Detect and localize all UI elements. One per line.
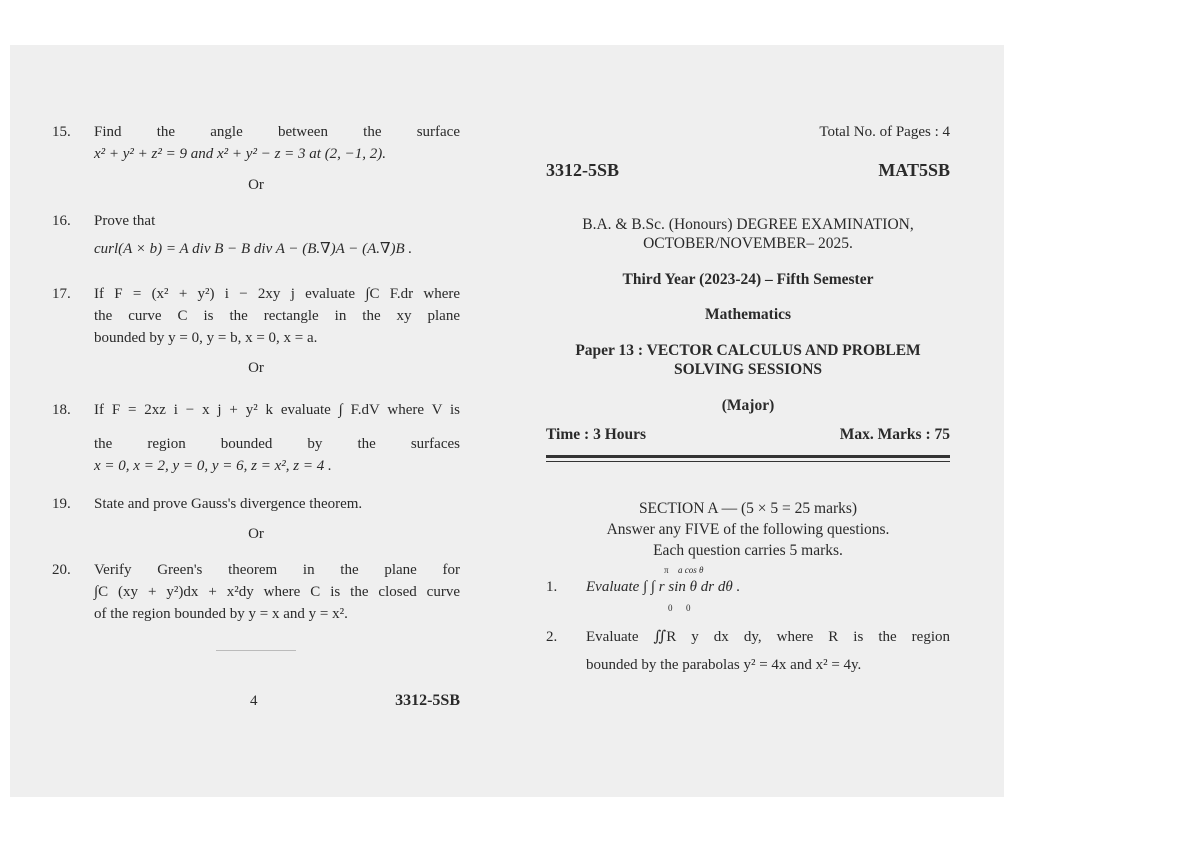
question-text-line3: bounded by y = 0, y = b, x = 0, x = a. [94,330,318,346]
integral-lower-limit-inner: 0 [686,603,691,613]
exam-title-line1: B.A. & B.Sc. (Honours) DEGREE EXAMINATION, [582,216,914,233]
question-text-line1: Verify Green's theorem in the plane for [94,562,460,578]
footer-paper-code: 3312-5SB [395,692,460,709]
header-double-rule-thin [546,461,950,462]
section-instruction-2: Each question carries 5 marks. [653,542,843,559]
integral-upper-limit-outer: π [664,565,669,575]
question-text-line2: the curve C is the rectangle in the xy plane [94,308,460,324]
section-title: SECTION A — (5 × 5 = 25 marks) [638,500,858,517]
scanned-page [10,45,1004,797]
or-separator: Or [248,177,264,193]
question-text: Prove that [94,213,156,229]
year-semester: Third Year (2023-24) – Fifth Semester [622,271,874,288]
question-15 [52,121,460,165]
end-rule [216,650,296,651]
paper-code-right: MAT5SB [878,160,950,180]
question-19 [52,493,460,515]
paper-title [546,341,950,379]
question-number: 20. [52,562,71,578]
major-label: (Major) [721,397,775,414]
integral-lower-limit-outer: 0 [668,603,673,613]
question-number: 15. [52,124,71,140]
question-1 [546,565,950,611]
header-double-rule-thick [546,455,950,458]
question-text-line1: If F = (x² + y²) i − 2xy j evaluate ∫C F.dr where [94,286,460,302]
question-20 [52,559,460,625]
paper-code-left: 3312-5SB [546,160,620,180]
question-text-line2: the region bounded by the surfaces [94,436,460,452]
question-equation: x² + y² + z² = 9 and x² + y² − z = 3 at (2, −1, 2). [94,146,387,162]
question-text-line2: ∫C (xy + y²)dx + x²dy where C is the closed curve [94,584,460,600]
question-number: 18. [52,402,71,418]
total-pages: Total No. of Pages : 4 [819,124,950,140]
question-text-line2: bounded by the parabolas y² = 4x and x² = 4y. [586,657,862,673]
exam-title-line2: OCTOBER/NOVEMBER– 2025. [643,235,853,252]
question-text: State and prove Gauss's divergence theorem. [94,496,363,512]
question-text-line1: Evaluate ∬R y dx dy, where R is the region [586,629,950,645]
time-duration: Time : 3 Hours [546,426,647,443]
section-header [546,498,950,561]
exam-title [546,215,950,253]
question-2 [546,623,950,679]
question-number: 1. [546,579,558,595]
question-text-line1: If F = 2xz i − x j + y² k evaluate ∫ F.dV where V is [94,402,460,418]
paper-title-line1: Paper 13 : VECTOR CALCULUS AND PROBLEM [575,342,921,359]
or-separator: Or [248,360,264,376]
question-16 [52,210,460,260]
question-text: Evaluate ∫ ∫ r sin θ dr dθ . [586,579,741,595]
max-marks: Max. Marks : 75 [839,426,950,443]
subject: Mathematics [704,306,792,323]
question-text-line3: of the region bounded by y = x and y = x². [94,606,348,622]
question-equation: curl(A × b) = A div B − B div A − (B.∇)A − (A.∇)B . [94,241,413,257]
section-instruction-1: Answer any FIVE of the following questions. [606,521,890,538]
question-17 [52,283,460,349]
or-separator: Or [248,526,264,542]
question-text-line3: x = 0, x = 2, y = 0, y = 6, z = x², z = 4 . [94,458,332,474]
footer-page-number: 4 [250,693,258,709]
question-number: 16. [52,213,71,229]
paper-title-line2: SOLVING SESSIONS [673,361,823,378]
question-number: 2. [546,629,558,645]
question-number: 19. [52,496,71,512]
question-18 [52,399,460,477]
question-number: 17. [52,286,71,302]
question-text: Find the angle between the surface [94,124,460,140]
integral-upper-limit-inner: a cos θ [678,565,704,575]
